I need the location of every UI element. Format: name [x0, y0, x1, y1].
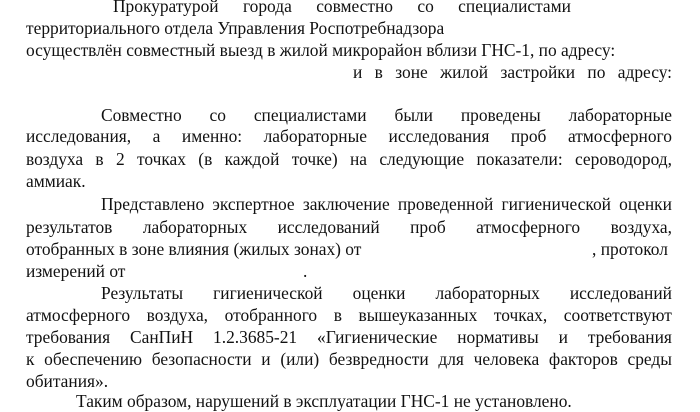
word: воздуха: [26, 149, 84, 169]
word: к: [26, 349, 35, 369]
word: атмосферного: [476, 217, 581, 237]
expert-line-4-dot: .: [303, 261, 308, 281]
word: проб: [510, 126, 547, 146]
word: (в: [198, 149, 213, 169]
word: показатели:: [476, 149, 563, 169]
word: нормативы: [457, 327, 539, 347]
word: безопасности: [151, 349, 252, 369]
word: (или): [280, 349, 320, 369]
intro-line-3: осуществлён совместный выезд в жилой микрорайон вблизи ГНС-1, по адресу:: [26, 40, 616, 60]
word: обеспечению: [44, 349, 143, 369]
word: именно:: [181, 126, 243, 146]
word: жилой: [440, 62, 489, 82]
results-line-3: [26, 326, 672, 348]
word: в: [95, 149, 104, 169]
expert-line-1: [101, 193, 672, 215]
word: Результаты: [101, 283, 184, 303]
word: оценки: [352, 283, 406, 303]
word: и: [353, 62, 363, 82]
word: по: [587, 62, 606, 82]
word: «Гигиенические: [317, 327, 438, 347]
word: исследования,: [26, 126, 132, 146]
word: следующие: [379, 149, 465, 169]
word: зоне: [395, 62, 428, 82]
word: заключение: [302, 194, 390, 214]
word: специалистами: [458, 0, 571, 16]
word: гигиенической: [501, 194, 611, 214]
word: требования: [587, 327, 672, 347]
word: в: [333, 305, 342, 325]
word: совместно: [316, 0, 393, 16]
word: оценки: [619, 194, 672, 214]
intro-line-4: [353, 61, 672, 83]
word: воздуха,: [610, 217, 672, 237]
word: и: [558, 327, 568, 347]
word: а: [152, 126, 161, 146]
word: исследований: [277, 217, 380, 237]
word: результатов: [26, 217, 113, 237]
word: гигиенической: [213, 283, 323, 303]
word: экспертное: [212, 194, 295, 214]
results-line-2: [26, 304, 672, 326]
expert-line-3-left: отобранных в зоне влияния (жилых зонах) от: [26, 239, 362, 259]
word: СанПиН: [130, 327, 194, 347]
word: 1.2.3685-21: [213, 327, 298, 347]
research-line-1: [101, 104, 672, 126]
expert-line-3-right: , протокол: [592, 239, 668, 259]
word: исследования: [388, 126, 490, 146]
word: факторов: [548, 349, 618, 369]
word: отобранного: [224, 305, 318, 325]
word: лабораторных: [435, 283, 540, 303]
results-line-4: [26, 348, 672, 370]
intro-line-1: [113, 0, 571, 17]
word: в: [374, 62, 383, 82]
research-line-4: аммиак.: [26, 171, 86, 191]
intro-line-2: территориального отдела Управления Роспотребнадзора: [26, 18, 445, 38]
research-line-2: [26, 125, 672, 147]
word: лабораторные: [263, 126, 368, 146]
word: Прокуратурой: [113, 0, 219, 16]
word: адресу:: [617, 62, 672, 82]
word: человека: [473, 349, 540, 369]
word: со: [417, 0, 434, 16]
word: проб: [410, 217, 446, 237]
word: сероводород,: [575, 149, 672, 169]
word: точке): [291, 149, 338, 169]
word: 2: [115, 149, 125, 169]
word: проведенной: [397, 194, 494, 214]
word: были: [394, 105, 433, 125]
word: каждой: [224, 149, 280, 169]
word: лабораторные: [568, 105, 672, 125]
conclusion-line: Таким образом, нарушений в эксплуатации ГНС-1 не установлено.: [76, 391, 572, 411]
word: точках,: [493, 305, 548, 325]
word: лабораторных: [142, 217, 248, 237]
word: атмосферного: [26, 305, 131, 325]
word: соответствуют: [563, 305, 672, 325]
word: Представлено: [101, 194, 205, 214]
word: среды: [627, 349, 672, 369]
expert-line-4-left: измерений от: [26, 261, 126, 281]
word: безвредности: [328, 349, 429, 369]
results-line-5: обитания».: [26, 371, 109, 391]
word: со: [209, 105, 226, 125]
results-line-1: [101, 282, 672, 304]
word: на: [349, 149, 367, 169]
expert-line-2: [26, 216, 672, 238]
word: исследований: [569, 283, 672, 303]
word: атмосферного: [567, 126, 672, 146]
word: вышеуказанных: [358, 305, 478, 325]
word: требования: [26, 327, 111, 347]
word: точках: [136, 149, 186, 169]
research-line-3: [26, 148, 672, 170]
word: города: [242, 0, 292, 16]
word: и: [261, 349, 271, 369]
word: для: [438, 349, 464, 369]
word: застройки: [500, 62, 576, 82]
word: специалистами: [253, 105, 367, 125]
word: проведены: [460, 105, 541, 125]
word: воздуха,: [146, 305, 209, 325]
word: Совместно: [101, 105, 182, 125]
